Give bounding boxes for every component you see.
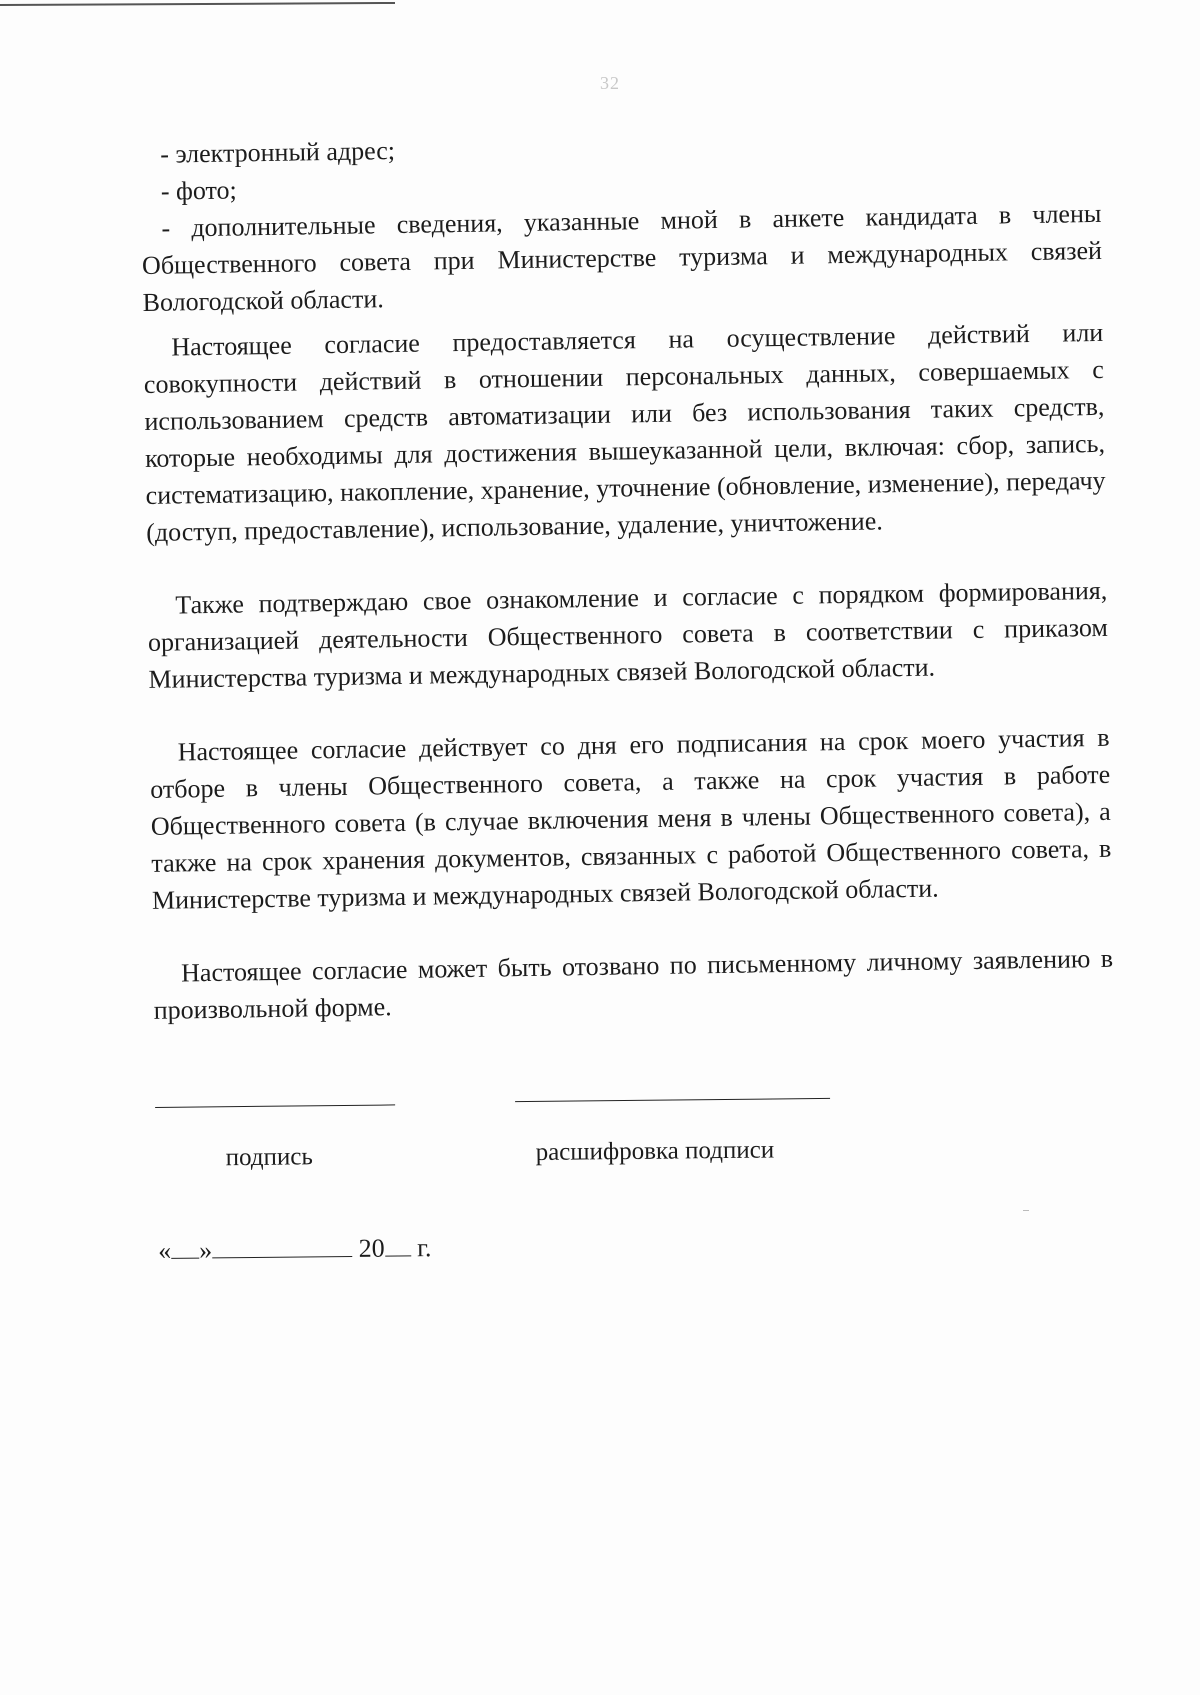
decryption-blank-line [515, 1098, 830, 1102]
year-suffix: г. [417, 1233, 432, 1263]
year-prefix: 20 [358, 1233, 385, 1263]
month-blank [212, 1232, 352, 1258]
day-blank [171, 1234, 199, 1259]
year-blank [384, 1231, 410, 1256]
top-rule [0, 2, 395, 6]
signature-block [150, 1087, 871, 1185]
bullet-photo: - фото; [160, 175, 237, 206]
document-body [140, 121, 1114, 1029]
bullet-email: - электронный адрес; [160, 135, 396, 169]
signature-label: подпись [225, 1143, 313, 1172]
paragraph-validity: Настоящее согласие действует со дня его подписания на срок моего участия в отборе в члены Общественного совета, а также на срок участия в работе Общественного совета (в случае включения меня в члены Общественного совета), а также на срок хранения документов, связанных с работой Общественного совета, в Министерстве туризма и международных связей Вологодской области. [150, 722, 1112, 915]
decryption-label: расшифровка подписи [535, 1136, 775, 1166]
paragraph-acknowledgement: Также подтверждаю свое ознакомление и согласие с порядком формирования, организацией деятельности Общественного совета в соответствии с приказом Министерства туризма и международных связей Вологодской области. [147, 575, 1109, 694]
date-close-quote: » [199, 1235, 213, 1265]
paragraph-consent-actions: Настоящее согласие предоставляется на осуществление действий или совокупности действий в отношении персональных данных, совершаемых с использованием средств автоматизации или без использования таких средств, которые необходимы для достижения вышеуказанной цели, включая: сбор, запись, систематизацию, накопление, хранение, уточнение (обновление, изменение), передачу (доступ, предоставление), использование, удаление, уничтожение. [143, 317, 1106, 547]
date-line [158, 1231, 432, 1266]
bullet-additional-info: - дополнительные сведения, указанные мной в анкете кандидата в члены Общественного совета при Министерстве туризма и международных связей Вологодской области. [141, 198, 1103, 317]
date-open-quote: « [158, 1235, 172, 1265]
page-number: 32 [600, 73, 620, 93]
signature-blank-line [155, 1104, 395, 1108]
paragraph-revocation: Настоящее согласие может быть отозвано по письменному личному заявлению в произвольной форме. [153, 943, 1114, 1025]
scan-speck [1023, 1210, 1029, 1211]
